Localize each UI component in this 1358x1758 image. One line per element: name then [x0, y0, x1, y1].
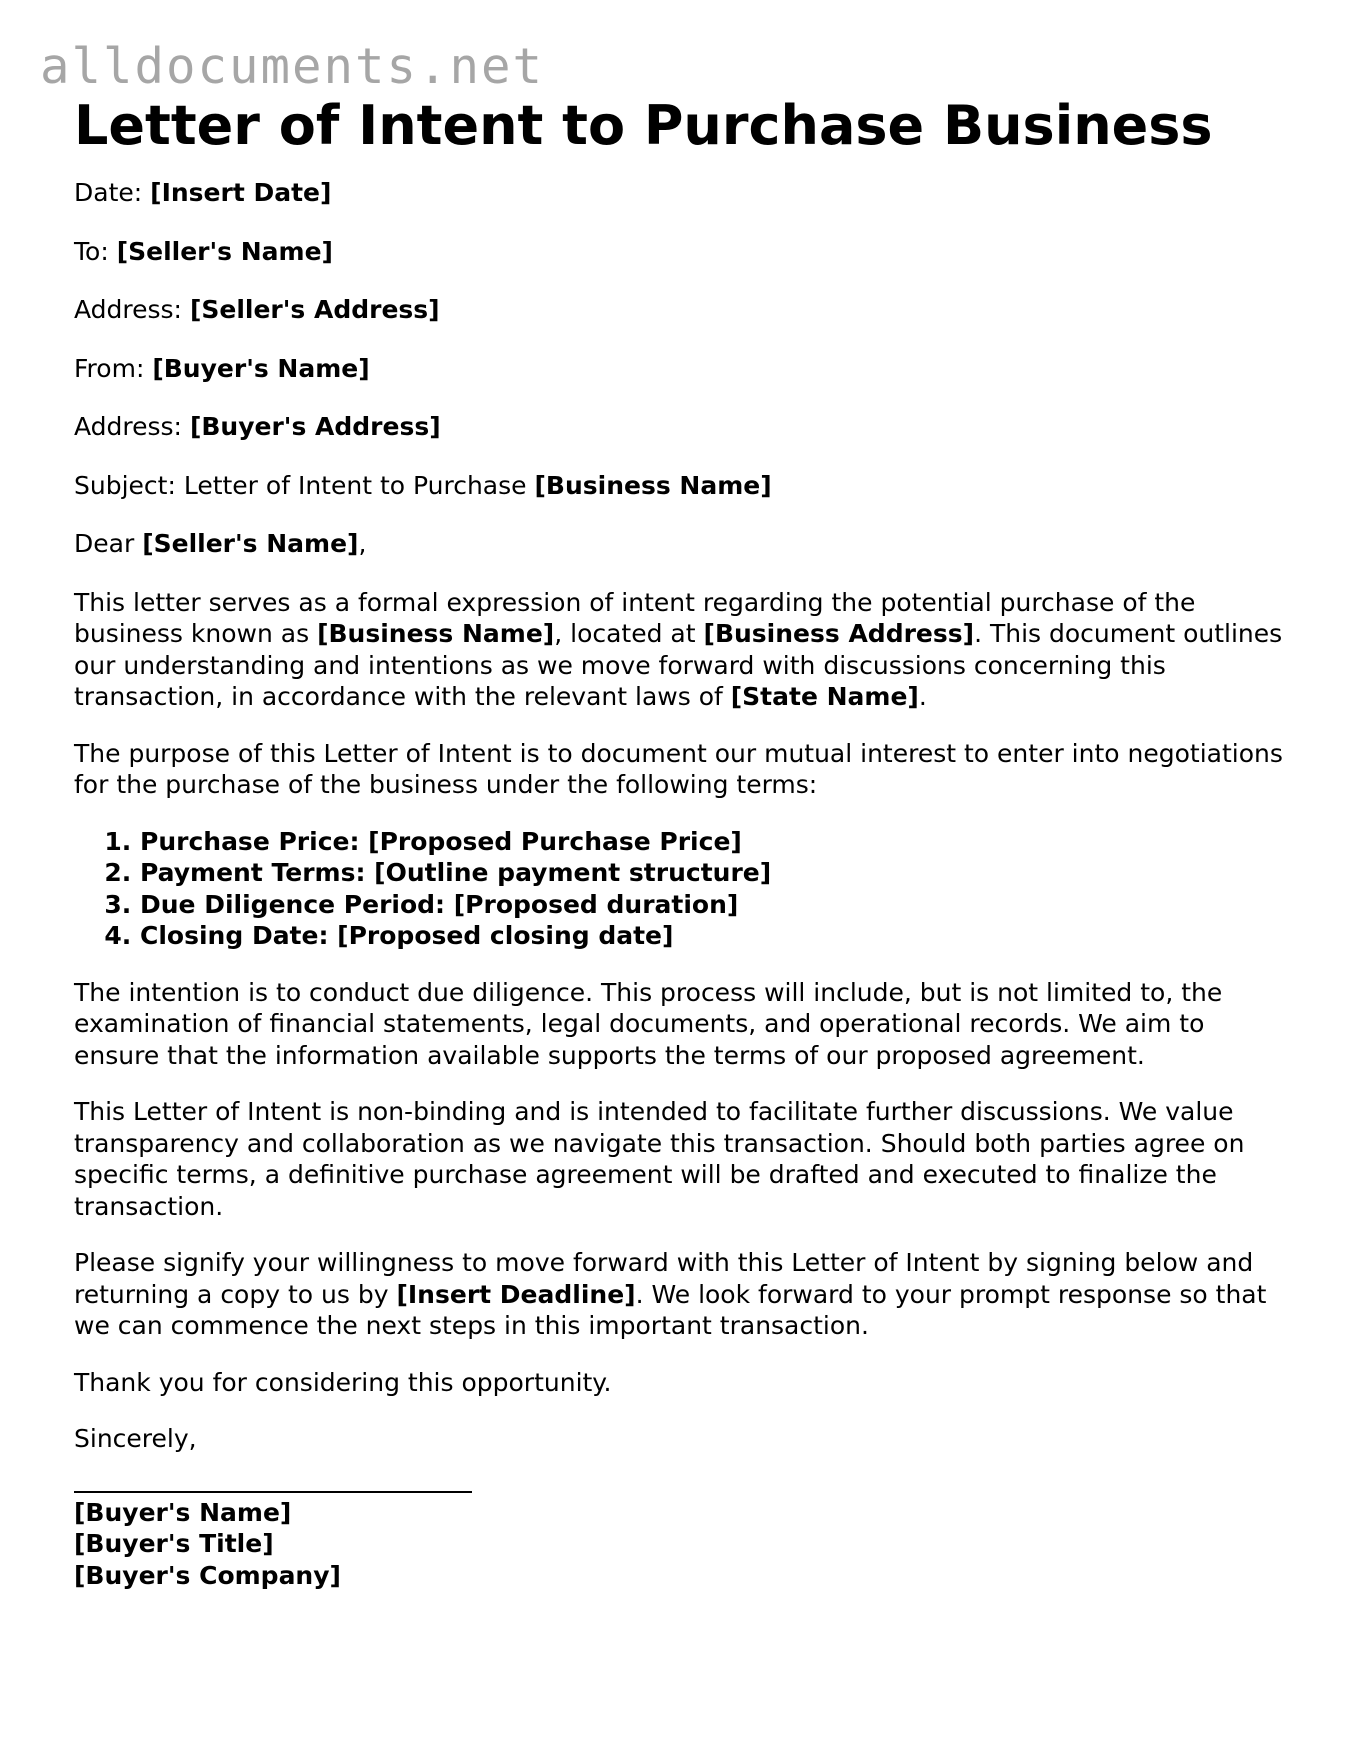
signature-block: [74, 1497, 1284, 1592]
paragraph-text: Please signify your willingness to move forward with this Letter of Intent by signing below and returning a copy to us by: [74, 1248, 1254, 1309]
business-address-placeholder: [Business Address]: [703, 619, 975, 648]
buyer-address-value: [Buyer's Address]: [189, 412, 441, 441]
seller-address-label: Address:: [74, 295, 182, 324]
buyer-address-label: Address:: [74, 412, 182, 441]
buyer-address-line: [74, 411, 1284, 443]
paragraph-purpose: The purpose of this Letter of Intent is to document our mutual interest to enter into negotiations for the purchase of the business under the following terms:: [74, 738, 1283, 799]
list-item: 4. Closing Date: [Proposed closing date]: [140, 920, 1284, 952]
list-item: 2. Payment Terms: [Outline payment structure]: [140, 857, 1284, 889]
salutation-suffix: ,: [358, 529, 367, 558]
signature-company: [Buyer's Company]: [74, 1560, 341, 1590]
list-item: 3. Due Diligence Period: [Proposed duration]: [140, 889, 1284, 921]
paragraph-non-binding: This Letter of Intent is non-binding and is intended to facilitate further discussions. We value transparency and collaboration as we navigate this transaction. Should both parties agree on specific terms, a definitive purchase agreement will be drafted and executed to finalize the transaction.: [74, 1097, 1245, 1221]
salutation: [74, 528, 1284, 560]
to-line: [74, 236, 1284, 268]
document-page: [74, 93, 1284, 1591]
document-title: Letter of Intent to Purchase Business: [74, 94, 1213, 157]
from-line: [74, 353, 1284, 385]
date-line: [74, 177, 1284, 209]
seller-address-value: [Seller's Address]: [189, 295, 440, 324]
signoff: Sincerely,: [74, 1424, 197, 1453]
subject-label: Subject: Letter of Intent to Purchase: [74, 470, 527, 500]
business-name-placeholder: [Business Name]: [317, 619, 555, 648]
from-label: From:: [74, 353, 145, 383]
paragraph-signify: [74, 1247, 1284, 1342]
salutation-name: [Seller's Name]: [142, 529, 359, 558]
state-name-placeholder: [State Name]: [730, 682, 919, 711]
paragraph-text: . We look forward to your prompt response so that we can commence the next steps in this important transaction.: [74, 1279, 1267, 1340]
to-value: [Seller's Name]: [116, 236, 333, 266]
salutation-prefix: Dear: [74, 529, 135, 558]
from-value: [Buyer's Name]: [152, 353, 370, 383]
signature-name: [Buyer's Name]: [74, 1497, 292, 1527]
paragraph-text: , located at: [554, 619, 696, 648]
paragraph-text: This letter serves as a formal expression of intent regarding the potential purchase of the business known as: [74, 587, 1196, 648]
to-label: To:: [74, 236, 109, 266]
deadline-placeholder: [Insert Deadline]: [396, 1279, 636, 1309]
closing-thanks: Thank you for considering this opportunity.: [74, 1367, 612, 1397]
paragraph-text: . This document outlines our understanding and intentions as we move forward with discussions concerning this transaction, in accordance with the relevant laws of: [74, 619, 1283, 711]
date-value: [Insert Date]: [150, 178, 332, 207]
terms-list: [74, 826, 1284, 952]
header-fields: [74, 177, 1284, 560]
signature-title: [Buyer's Title]: [74, 1529, 274, 1558]
list-item: 1. Purchase Price: [Proposed Purchase Price]: [140, 826, 1284, 858]
paragraph-text: .: [918, 682, 927, 711]
date-label: Date:: [74, 178, 143, 207]
subject-value: [Business Name]: [534, 470, 772, 500]
subject-line: [74, 470, 1284, 502]
signature-line: [74, 1491, 472, 1493]
seller-address-line: [74, 294, 1284, 326]
paragraph-due-diligence: The intention is to conduct due diligence. This process will include, but is not limited to, the examination of financial statements, legal documents, and operational records. We aim to ensure that the information available supports the terms of our proposed agreement.: [74, 977, 1223, 1070]
paragraph-intro: [74, 587, 1284, 713]
watermark: alldocuments.net: [40, 38, 545, 95]
